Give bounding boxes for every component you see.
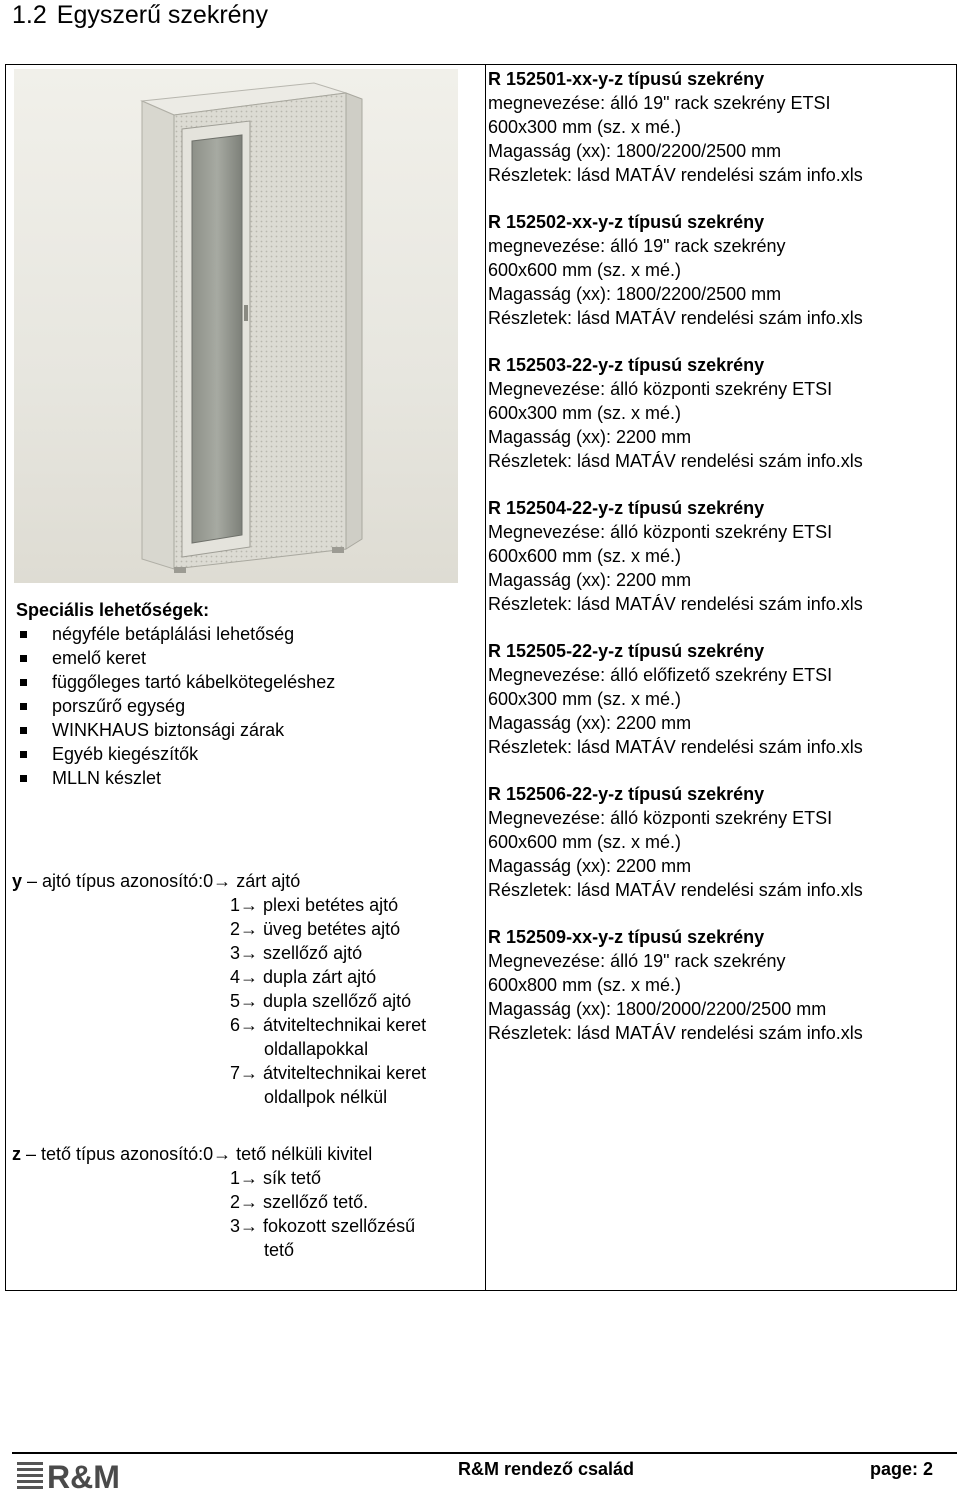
column-divider: [485, 65, 486, 1290]
list-item: porszűrő egység: [16, 694, 335, 718]
product-line: Magasság (xx): 1800/2000/2200/2500 mm: [488, 999, 827, 1019]
product-line: Magasság (xx): 1800/2200/2500 mm: [488, 141, 782, 161]
product-entry: [488, 639, 953, 759]
code-row: [12, 1214, 415, 1238]
code-number: 0: [203, 871, 214, 891]
product-line: Részletek: lásd MATÁV rendelési szám info.xls: [488, 880, 863, 900]
right-arrow-icon: →: [240, 1168, 259, 1188]
code-number: 4: [230, 967, 241, 987]
right-arrow-icon: →: [240, 991, 259, 1011]
code-text: zárt ajtó: [236, 871, 301, 891]
door-type-key: y: [12, 871, 23, 891]
product-entry: [488, 782, 953, 902]
code-row-continuation: oldallapokkal: [264, 1039, 369, 1059]
code-text: dupla szellőző ajtó: [263, 991, 412, 1011]
product-line: Részletek: lásd MATÁV rendelési szám info.xls: [488, 1023, 863, 1043]
right-arrow-icon: →: [213, 1144, 232, 1164]
code-text: sík tető: [263, 1168, 322, 1188]
content-table: [5, 64, 957, 1291]
code-number: 3: [230, 943, 241, 963]
product-entry: [488, 496, 953, 616]
list-item: függőleges tartó kábelkötegeléshez: [16, 670, 335, 694]
code-number: 1: [230, 895, 241, 915]
door-type-label: – ajtó típus azonosító:: [27, 871, 204, 891]
code-text: plexi betétes ajtó: [263, 895, 399, 915]
product-line: Részletek: lásd MATÁV rendelési szám info.xls: [488, 165, 863, 185]
right-arrow-icon: →: [240, 1192, 259, 1212]
code-row: [12, 1166, 415, 1190]
product-title: R 152505-22-y-z típusú szekrény: [488, 641, 765, 661]
code-number: 2: [230, 919, 241, 939]
product-title: R 152503-22-y-z típusú szekrény: [488, 355, 765, 375]
code-row: [12, 893, 426, 917]
code-text: üveg betétes ajtó: [263, 919, 401, 939]
product-line: Megnevezése: álló központi szekrény ETSI: [488, 379, 833, 399]
code-row: [12, 1013, 426, 1037]
list-item: négyféle betáplálási lehetőség: [16, 622, 335, 646]
code-row: [12, 941, 426, 965]
product-line: megnevezése: álló 19" rack szekrény ETSI: [488, 93, 831, 113]
right-arrow-icon: →: [240, 967, 259, 987]
product-line: Magasság (xx): 2200 mm: [488, 713, 692, 733]
roof-type-codes: [12, 1142, 415, 1262]
product-entry: [488, 353, 953, 473]
product-line: 600x800 mm (sz. x mé.): [488, 975, 682, 995]
right-arrow-icon: →: [240, 1216, 259, 1236]
list-item: Egyéb kiegészítők: [16, 742, 335, 766]
right-arrow-icon: →: [240, 895, 259, 915]
product-line: 600x600 mm (sz. x mé.): [488, 832, 682, 852]
product-line: Megnevezése: álló előfizető szekrény ETSI: [488, 665, 833, 685]
footer-family-name: R&M rendező család: [458, 1459, 635, 1479]
page-number: page: 2: [870, 1459, 934, 1479]
code-row: [12, 965, 426, 989]
code-text: tető nélküli kivitel: [236, 1144, 373, 1164]
product-line: Magasság (xx): 2200 mm: [488, 856, 692, 876]
code-text: dupla zárt ajtó: [263, 967, 377, 987]
product-entry: [488, 67, 953, 187]
list-item: WINKHAUS biztonsági zárak: [16, 718, 335, 742]
product-entry: [488, 925, 953, 1045]
product-title: R 152509-xx-y-z típusú szekrény: [488, 927, 765, 947]
product-line: Részletek: lásd MATÁV rendelési szám info.xls: [488, 737, 863, 757]
page-title: [12, 0, 268, 30]
product-title: R 152504-22-y-z típusú szekrény: [488, 498, 765, 518]
product-line: Megnevezése: álló 19" rack szekrény: [488, 951, 786, 971]
code-text: szellőző ajtó: [263, 943, 363, 963]
product-line: Részletek: lásd MATÁV rendelési szám info.xls: [488, 308, 863, 328]
code-number: 1: [230, 1168, 241, 1188]
product-line: Magasság (xx): 2200 mm: [488, 570, 692, 590]
code-number: 3: [230, 1216, 241, 1236]
roof-type-label: – tető típus azonosító:: [26, 1144, 204, 1164]
footer-rule: [12, 1452, 957, 1454]
product-line: 600x600 mm (sz. x mé.): [488, 546, 682, 566]
product-line: Részletek: lásd MATÁV rendelési szám info.xls: [488, 594, 863, 614]
product-line: 600x300 mm (sz. x mé.): [488, 403, 682, 423]
company-logo: [17, 1459, 145, 1489]
section-title: Egyszerű szekrény: [56, 1, 268, 29]
cabinet-image: [14, 69, 458, 583]
right-arrow-icon: →: [240, 1015, 259, 1035]
list-item: emelő keret: [16, 646, 335, 670]
product-entry: [488, 210, 953, 330]
product-title: R 152501-xx-y-z típusú szekrény: [488, 69, 765, 89]
code-row: [12, 869, 426, 893]
code-row-continuation: tető: [264, 1240, 295, 1260]
product-line: 600x300 mm (sz. x mé.): [488, 117, 682, 137]
product-list: [488, 67, 953, 1068]
special-options-list: [16, 622, 335, 790]
product-line: Megnevezése: álló központi szekrény ETSI: [488, 808, 833, 828]
code-row: [12, 1190, 415, 1214]
right-arrow-icon: →: [213, 871, 232, 891]
logo-text: R&M: [47, 1459, 120, 1489]
list-item: MLLN készlet: [16, 766, 335, 790]
code-row-continuation: oldallpok nélkül: [264, 1087, 388, 1107]
code-number: 7: [230, 1063, 241, 1083]
product-line: 600x300 mm (sz. x mé.): [488, 689, 682, 709]
code-row: [12, 989, 426, 1013]
product-line: Magasság (xx): 2200 mm: [488, 427, 692, 447]
special-options-heading: Speciális lehetőségek:: [16, 600, 210, 620]
code-text: átviteltechnikai keret: [263, 1063, 427, 1083]
code-number: 2: [230, 1192, 241, 1212]
product-line: 600x600 mm (sz. x mé.): [488, 260, 682, 280]
special-options: [16, 598, 335, 790]
product-line: Megnevezése: álló központi szekrény ETSI: [488, 522, 833, 542]
right-arrow-icon: →: [240, 943, 259, 963]
code-text: szellőző tető.: [263, 1192, 369, 1212]
product-title: R 152506-22-y-z típusú szekrény: [488, 784, 765, 804]
product-line: Részletek: lásd MATÁV rendelési szám info.xls: [488, 451, 863, 471]
right-arrow-icon: →: [240, 919, 259, 939]
code-number: 6: [230, 1015, 241, 1035]
product-line: Magasság (xx): 1800/2200/2500 mm: [488, 284, 782, 304]
right-arrow-icon: →: [240, 1063, 259, 1083]
section-number: 1.2: [12, 1, 47, 29]
code-text: átviteltechnikai keret: [263, 1015, 427, 1035]
code-row: [12, 917, 426, 941]
code-number: 5: [230, 991, 241, 1011]
code-row: [12, 1142, 415, 1166]
code-number: 0: [203, 1144, 214, 1164]
product-line: megnevezése: álló 19" rack szekrény: [488, 236, 786, 256]
door-type-codes: [12, 869, 426, 1109]
product-title: R 152502-xx-y-z típusú szekrény: [488, 212, 765, 232]
code-text: fokozott szellőzésű: [263, 1216, 416, 1236]
roof-type-key: z: [12, 1144, 21, 1164]
code-row: [12, 1061, 426, 1085]
